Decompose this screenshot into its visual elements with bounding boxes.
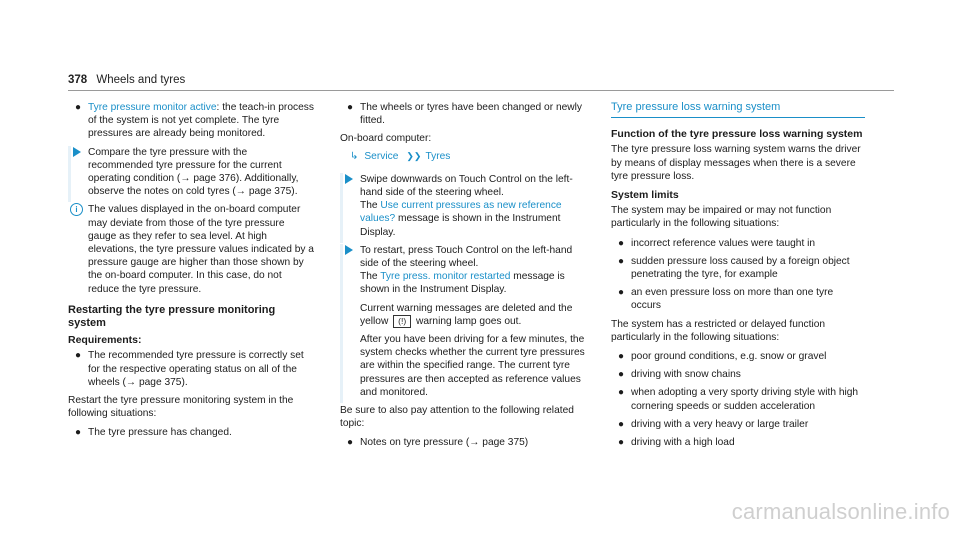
page-number: 378 bbox=[68, 74, 88, 86]
list-item bbox=[340, 436, 586, 449]
bullet-icon: ● bbox=[618, 369, 625, 381]
column-middle bbox=[340, 101, 586, 455]
step-bar bbox=[340, 244, 343, 403]
list-item bbox=[68, 349, 314, 389]
list-item bbox=[68, 426, 314, 439]
column-right bbox=[611, 101, 865, 454]
display-message-link[interactable]: Use current pressures as new reference values? bbox=[360, 200, 562, 225]
list-item-text: driving with a high load bbox=[631, 437, 735, 449]
paragraph: Restart the tyre pressure monitoring system in the following situations: bbox=[68, 395, 294, 420]
list-item bbox=[611, 237, 865, 250]
list-item-text: sudden pressure loss caused by a foreign object penetrating the tyre, for example bbox=[631, 255, 850, 281]
action-step bbox=[340, 244, 586, 399]
action-text: Swipe downwards on Touch Control on the left-hand side of the steering wheel. bbox=[360, 173, 573, 199]
action-text-post: warning lamp goes out. bbox=[413, 315, 522, 327]
header-rule bbox=[68, 90, 894, 91]
list-item bbox=[68, 101, 314, 141]
list-item bbox=[611, 418, 865, 431]
info-icon: i bbox=[70, 203, 83, 216]
list-item-text: The wheels or tyres have been changed or newly fitted. bbox=[360, 102, 582, 127]
paragraph: The system has a restricted or delayed function particularly in the following situations: bbox=[611, 318, 826, 343]
page-header bbox=[68, 74, 185, 86]
function-heading: Function of the tyre pressure loss warning system bbox=[611, 128, 863, 141]
action-text-pre: The bbox=[360, 271, 381, 283]
paragraph: Be sure to also pay attention to the following related topic: bbox=[340, 405, 574, 430]
list-item-text: driving with snow chains bbox=[631, 369, 741, 381]
menu-arrow-icon: ↳ bbox=[350, 150, 359, 162]
list-item-text: an even pressure loss on more than one tyre occurs bbox=[631, 287, 834, 312]
bullet-icon: ● bbox=[618, 437, 625, 449]
action-step bbox=[340, 173, 586, 239]
warning-lamp-icon: (!) bbox=[393, 315, 411, 328]
menu-path bbox=[340, 150, 586, 163]
limits-heading: System limits bbox=[611, 189, 679, 202]
bullet-icon: ● bbox=[618, 387, 625, 399]
list-item-text: when adopting a very sporty driving style with high cornering speeds or sudden acceleration bbox=[631, 387, 859, 412]
action-triangle-icon bbox=[73, 147, 81, 157]
display-message-link[interactable]: Tyre press. monitor restarted bbox=[380, 271, 511, 283]
list-item bbox=[611, 436, 865, 449]
related-topic-link[interactable]: Notes on tyre pressure (→ page 375) bbox=[360, 437, 529, 449]
paragraph: The system may be impaired or may not function particularly in the following situations: bbox=[611, 205, 832, 230]
list-item bbox=[611, 286, 865, 312]
action-text: To restart, press Touch Control on the left-hand side of the steering wheel. bbox=[360, 244, 573, 270]
bullet-icon: ● bbox=[75, 102, 82, 113]
list-item-text: driving with a very heavy or large trailer bbox=[631, 418, 809, 430]
requirements-heading: Requirements: bbox=[68, 334, 142, 347]
list-item bbox=[611, 350, 865, 363]
bullet-icon: ● bbox=[75, 350, 82, 362]
list-item-text: incorrect reference values were taught in bbox=[631, 237, 816, 249]
step-bar bbox=[340, 173, 343, 243]
column-left bbox=[68, 101, 314, 445]
watermark: carmanualsonline.info bbox=[731, 499, 950, 524]
bullet-icon: ● bbox=[618, 418, 625, 430]
section-heading: Restarting the tyre pressure monitoring system bbox=[68, 303, 276, 330]
running-section-title: Wheels and tyres bbox=[96, 74, 186, 86]
action-text-post: message is shown in the Instrument Display. bbox=[360, 271, 565, 296]
action-triangle-icon bbox=[345, 245, 353, 255]
action-text-post: message is shown in the Instrument Display. bbox=[360, 213, 561, 238]
display-message-link[interactable]: Tyre pressure monitor active bbox=[88, 102, 217, 113]
action-step bbox=[68, 146, 314, 199]
action-triangle-icon bbox=[345, 174, 353, 184]
paragraph: The tyre pressure loss warning system warns the driver by means of display messages when there is a severe tyre pressure loss. bbox=[611, 144, 861, 182]
action-text-pre: The bbox=[360, 200, 381, 212]
menu-tyres[interactable]: Tyres bbox=[425, 150, 451, 162]
bullet-icon: ● bbox=[618, 351, 625, 363]
list-item-text: poor ground conditions, e.g. snow or gravel bbox=[631, 351, 827, 363]
list-item bbox=[611, 368, 865, 381]
section-title: Tyre pressure loss warning system bbox=[611, 101, 865, 118]
action-text: After you have been driving for a few minutes, the system checks whether the current tyre pressures are within the specified range. The current tyre pressures are then accepted as reference values and monitored. bbox=[360, 334, 585, 398]
list-item-text: : the teach-in process of the system is not yet complete. The tyre pressures are already being monitored. bbox=[88, 102, 314, 140]
chevron-right-icon: ❯❯ bbox=[406, 150, 422, 161]
bullet-icon: ● bbox=[618, 237, 625, 249]
list-item bbox=[340, 101, 586, 127]
bullet-icon: ● bbox=[347, 437, 354, 449]
step-bar bbox=[68, 146, 71, 203]
bullet-icon: ● bbox=[618, 287, 625, 299]
list-item bbox=[611, 386, 865, 412]
info-note bbox=[68, 203, 314, 295]
action-text-pre: Current warning messages are deleted and the yellow bbox=[360, 302, 573, 327]
bullet-icon: ● bbox=[75, 427, 82, 439]
bullet-icon: ● bbox=[347, 102, 354, 113]
bullet-icon: ● bbox=[618, 255, 625, 267]
list-item-text: The tyre pressure has changed. bbox=[88, 427, 232, 439]
menu-service[interactable]: Service bbox=[364, 150, 399, 162]
list-item-text: The recommended tyre pressure is correctly set for the respective operating status on all of the wheels (→ page 375). bbox=[88, 350, 304, 388]
action-text: Compare the tyre pressure with the recommended tyre pressure for the current operating condition (→ page 376). Additionally, observe the notes on cold tyres (→ page 375). bbox=[88, 146, 299, 198]
note-text: The values displayed in the on-board computer may deviate from those of the tyre pressure gauge as they refer to sea level. At high elevations, the tyre pressure values indicated by a pressure gauge are higher than those shown by the on-board computer. In this case, do not reduce the tyre pressure. bbox=[88, 204, 314, 295]
onboard-label: On-board computer: bbox=[340, 133, 432, 145]
list-item bbox=[611, 255, 865, 281]
